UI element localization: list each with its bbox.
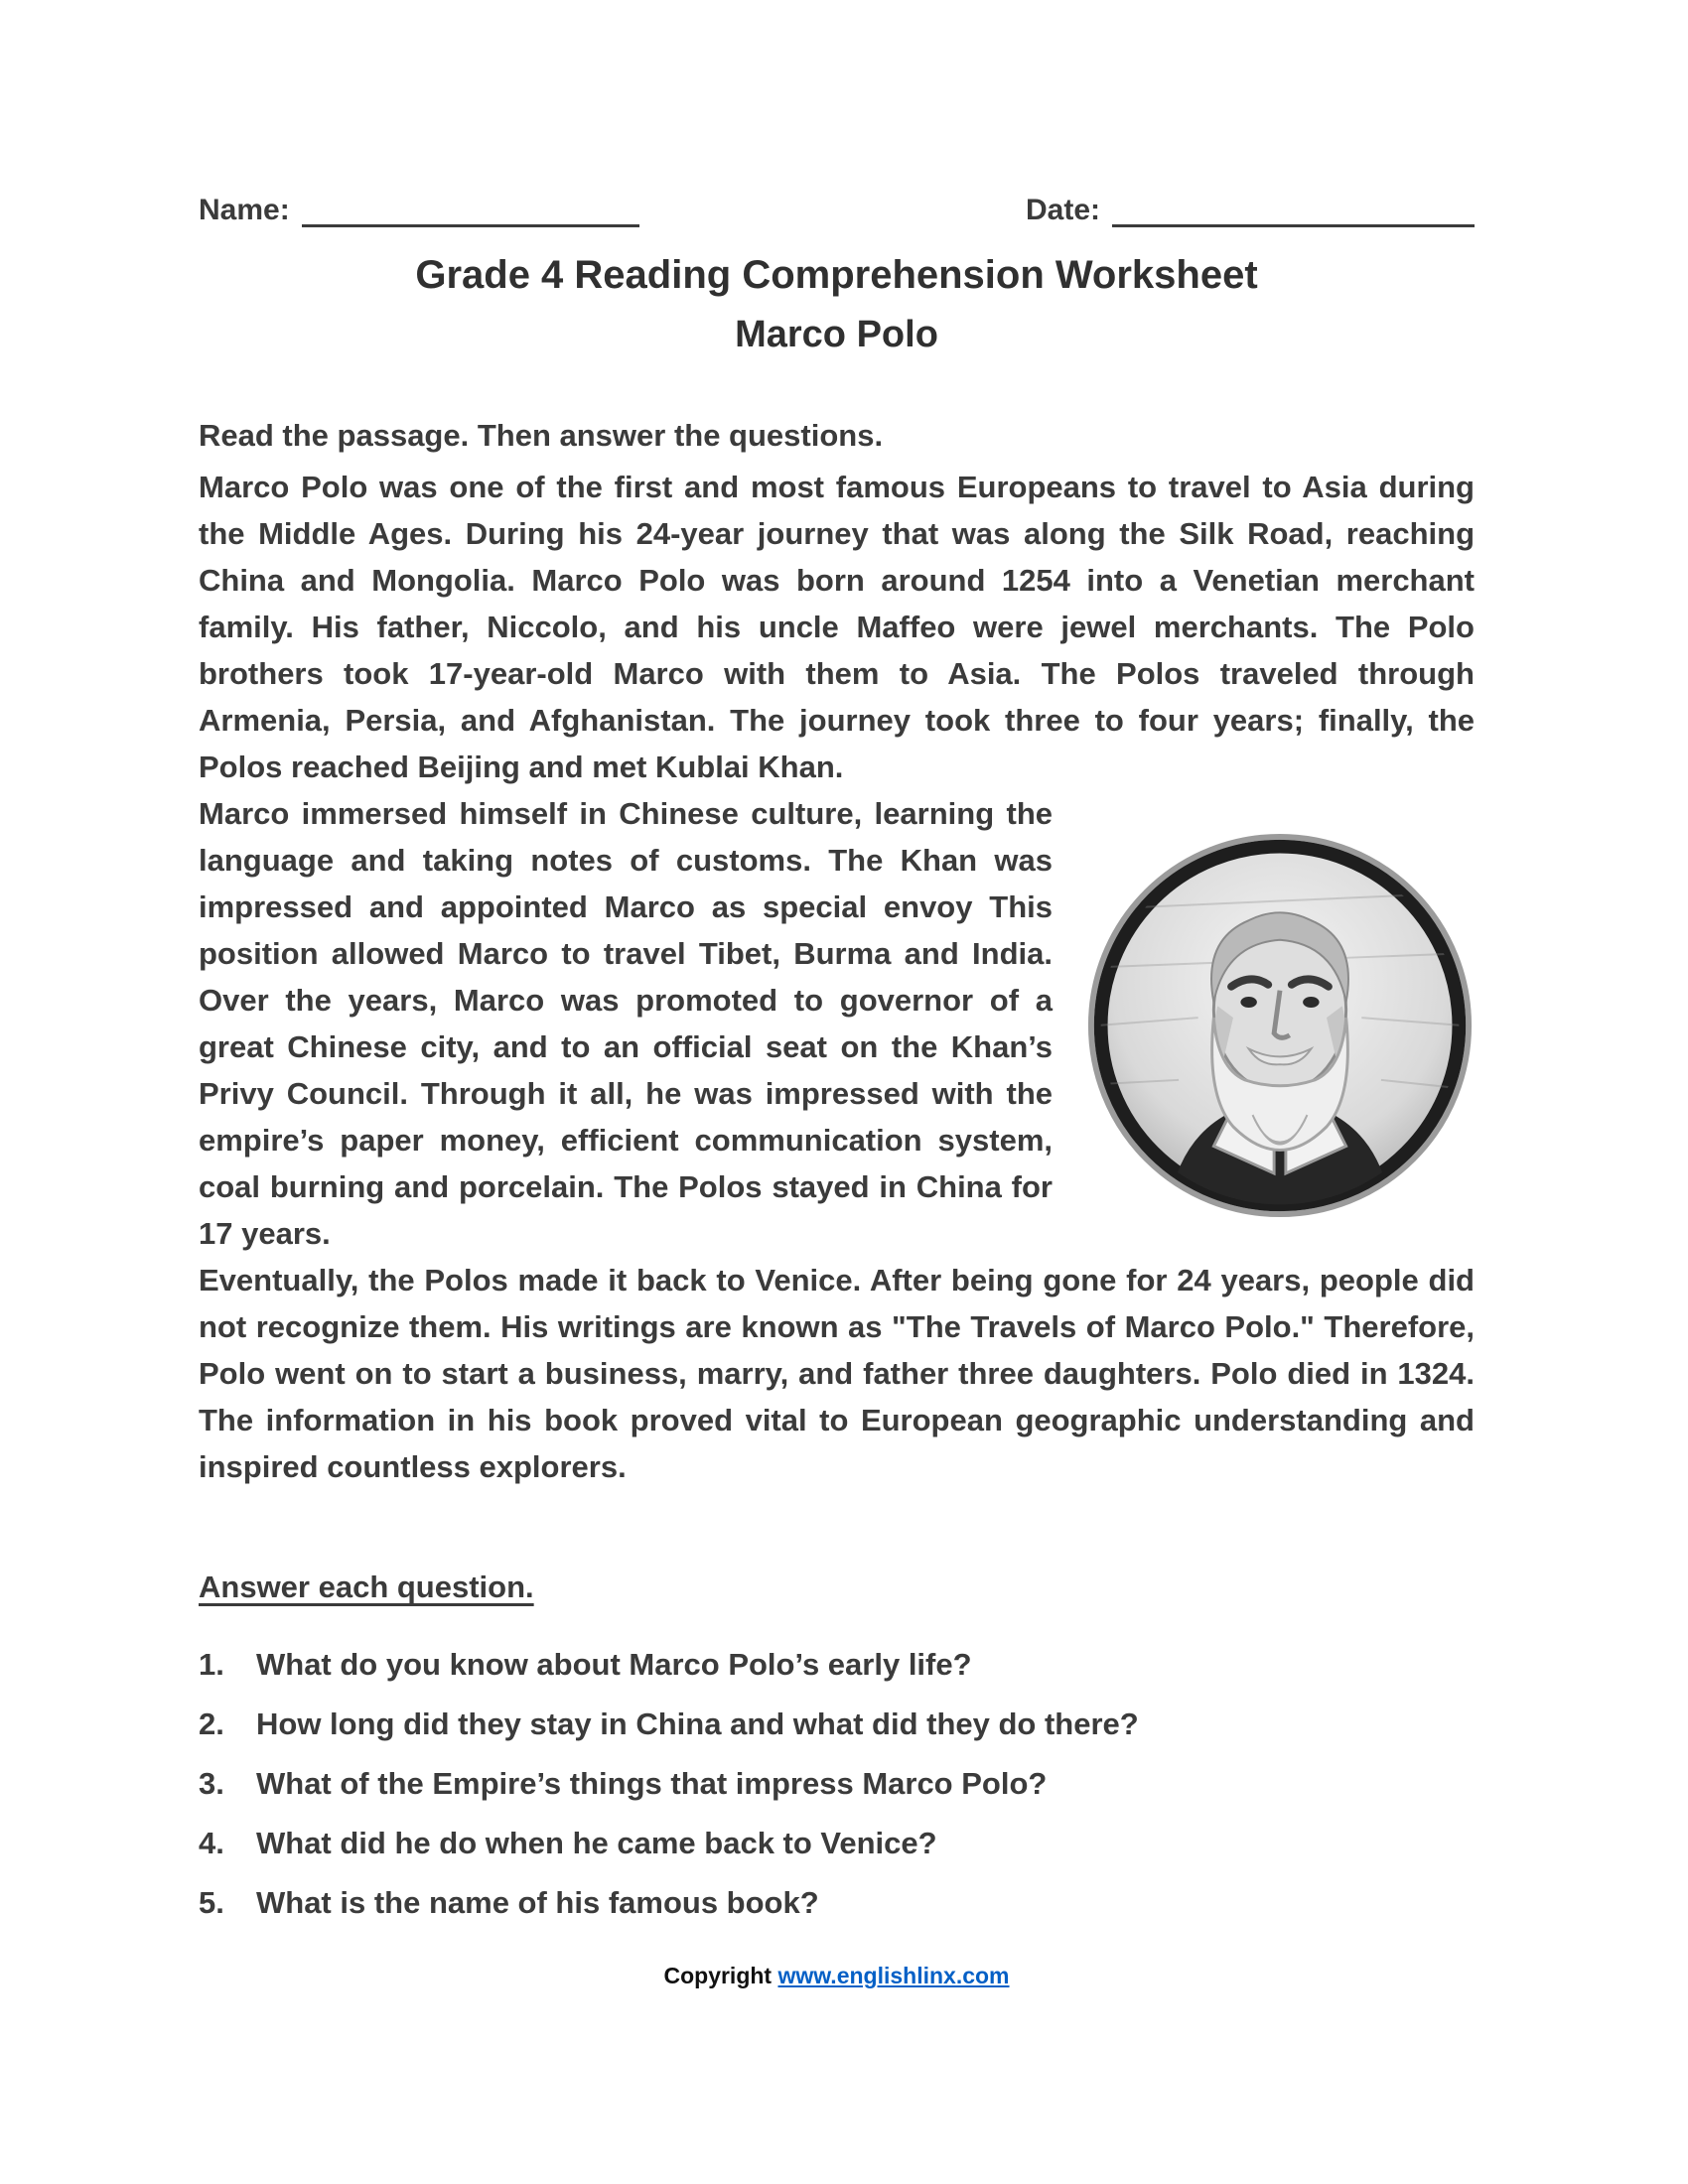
marco-polo-portrait-image [1085, 831, 1475, 1220]
date-blank-line [1112, 196, 1475, 227]
question-item [199, 1826, 1475, 1861]
question-item [199, 1647, 1475, 1683]
passage-part2: Marco immersed himself in Chinese culture, learning the language and taking notes of customs. The Khan was impressed and appointed Marco as special envoy This position allowed Marco to travel Tibet, Burma and India. Over the years, Marco was promoted to governor of a great Chinese city, and to an official seat on the Khan’s Privy Council. Through it all, he was impressed with the empire’s paper money, efficient communication system, coal burning and porcelain. The Polos stayed in China for 17 years. [199, 796, 1053, 1251]
copyright-link[interactable]: www.englishlinx.com [777, 1963, 1010, 1988]
name-label: Name: [199, 194, 290, 226]
footer [199, 1963, 1475, 1989]
instructions-text: Read the passage. Then answer the questions. [199, 418, 884, 453]
question-text: What did he do when he came back to Venice? [256, 1826, 937, 1860]
question-text: What do you know about Marco Polo’s early life? [256, 1647, 972, 1682]
page-subtitle: Marco Polo [735, 314, 938, 355]
question-number: 5. [199, 1885, 224, 1920]
question-item [199, 1766, 1475, 1802]
passage-part3: Eventually, the Polos made it back to Venice. After being gone for 24 years, people did not recognize them. His writings are known as "The Travels of Marco Polo." Therefore, Polo went on to start a business, marry, and father three daughters. Polo died in 1324. The information in his book proved vital to European geographic understanding and inspired countless explorers. [199, 1263, 1475, 1484]
question-number: 3. [199, 1766, 224, 1801]
portrait-engraving-graphic [1085, 831, 1475, 1220]
copyright-label: Copyright [663, 1963, 773, 1988]
questions-list [199, 1647, 1475, 1921]
question-item [199, 1706, 1475, 1742]
question-item [199, 1885, 1475, 1921]
date-field [1026, 194, 1475, 227]
name-field [199, 194, 639, 227]
date-label: Date: [1025, 194, 1100, 226]
question-number: 2. [199, 1706, 224, 1741]
page-title: Grade 4 Reading Comprehension Worksheet [415, 253, 1258, 297]
question-number: 1. [199, 1647, 224, 1682]
question-text: What of the Empire’s things that impress Marco Polo? [256, 1766, 1048, 1801]
passage-part1: Marco Polo was one of the first and most famous Europeans to travel to Asia during the Middle Ages. During his 24-year journey that was along the Silk Road, reaching China and Mongolia. Marco Polo was born around 1254 into a Venetian merchant family. His father, Niccolo, and his uncle Maffeo were jewel merchants. The Polo brothers took 17-year-old Marco with them to Asia. The Polos traveled through Armenia, Persia, and Afghanistan. The journey took three to four years; finally, the Polos reached Beijing and met Kublai Khan. [199, 470, 1475, 784]
question-text: What is the name of his famous book? [256, 1885, 819, 1920]
questions-heading: Answer each question. [199, 1570, 534, 1604]
question-text: How long did they stay in China and what did they do there? [256, 1706, 1139, 1741]
name-date-row [199, 194, 1475, 227]
passage-with-portrait [199, 790, 1475, 1257]
question-number: 4. [199, 1826, 224, 1860]
name-blank-line [302, 196, 639, 227]
